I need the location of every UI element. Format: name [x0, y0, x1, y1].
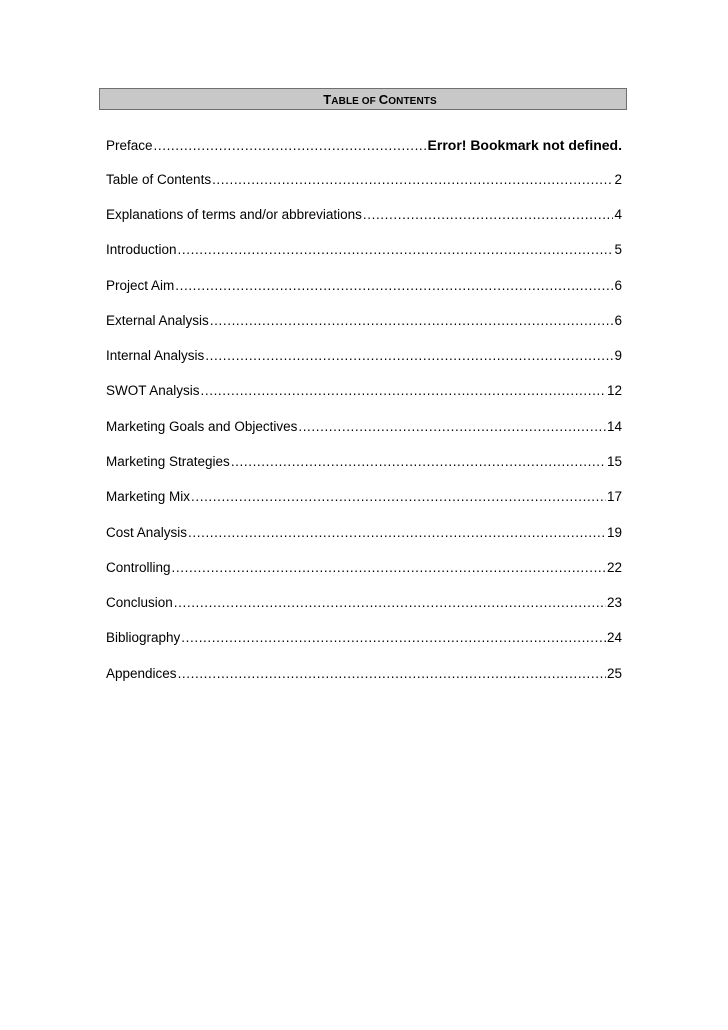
- toc-dot-leader: [191, 487, 606, 507]
- toc-entry-page: 15: [606, 454, 622, 469]
- toc-dot-leader: [298, 417, 606, 437]
- toc-entry-page: 17: [606, 489, 622, 504]
- toc-dot-leader: [231, 452, 606, 472]
- toc-entry-title: Appendices: [106, 666, 177, 681]
- toc-entry-title: Bibliography: [106, 630, 181, 645]
- toc-entry-title: Table of Contents: [106, 172, 212, 187]
- toc-dot-leader: [181, 628, 606, 648]
- toc-entry-bibliography[interactable]: [106, 628, 622, 648]
- toc-entry-page: 4: [614, 207, 622, 222]
- toc-entry-page: 24: [606, 630, 622, 645]
- toc-entry-title: Internal Analysis: [106, 348, 205, 363]
- toc-entry-page: Error! Bookmark not defined.: [427, 137, 622, 153]
- toc-entry-controlling[interactable]: [106, 558, 622, 578]
- toc-entry-internal-analysis[interactable]: [106, 346, 622, 366]
- toc-heading-initial-2: C: [378, 91, 389, 107]
- toc-heading-initial-1: T: [323, 91, 332, 107]
- toc-entry-page: 19: [606, 525, 622, 540]
- toc-entry-title: Project Aim: [106, 278, 175, 293]
- toc-entry-explanations[interactable]: [106, 205, 622, 225]
- toc-dot-leader: [178, 664, 606, 684]
- toc-entry-page: 5: [614, 242, 622, 257]
- toc-dot-leader: [154, 136, 427, 155]
- toc-dot-leader: [178, 240, 614, 260]
- toc-entry-title: Cost Analysis: [106, 525, 188, 540]
- toc-entry-title: Introduction: [106, 242, 177, 257]
- toc-entry-swot-analysis[interactable]: [106, 381, 622, 401]
- toc-entry-title: Preface: [106, 138, 153, 153]
- toc-entry-page: 14: [606, 419, 622, 434]
- toc-entry-title: Conclusion: [106, 595, 173, 610]
- toc-entry-conclusion[interactable]: [106, 593, 622, 613]
- toc-entry-page: 25: [606, 666, 622, 681]
- toc-entry-title: External Analysis: [106, 313, 209, 328]
- toc-entry-title: Marketing Strategies: [106, 454, 230, 469]
- toc-entry-project-aim[interactable]: [106, 276, 622, 296]
- toc-entry-preface[interactable]: [106, 135, 622, 155]
- toc-dot-leader: [363, 205, 614, 225]
- toc-heading-rest-1: ABLE OF: [331, 95, 379, 107]
- toc-dot-leader: [172, 558, 606, 578]
- toc-entry-page: 6: [614, 278, 622, 293]
- toc-entry-title: Explanations of terms and/or abbreviations: [106, 207, 362, 222]
- toc-entry-marketing-mix[interactable]: [106, 487, 622, 507]
- toc-entry-page: 22: [606, 560, 622, 575]
- toc-heading-box: [99, 88, 627, 110]
- toc-entry-page: 2: [614, 172, 622, 187]
- toc-dot-leader: [210, 311, 614, 331]
- toc-entry-marketing-goals[interactable]: [106, 417, 622, 437]
- toc-entry-page: 12: [606, 383, 622, 398]
- toc-entry-external-analysis[interactable]: [106, 311, 622, 331]
- toc-entry-page: 6: [614, 313, 622, 328]
- toc-entry-appendices[interactable]: [106, 664, 622, 684]
- toc-dot-leader: [175, 276, 613, 296]
- toc-dot-leader: [174, 593, 606, 613]
- toc-entry-table-of-contents[interactable]: [106, 170, 622, 190]
- toc-entry-title: SWOT Analysis: [106, 383, 200, 398]
- toc-entry-cost-analysis[interactable]: [106, 523, 622, 543]
- toc-dot-leader: [205, 346, 613, 366]
- toc-entry-page: 9: [614, 348, 622, 363]
- toc-entry-introduction[interactable]: [106, 240, 622, 260]
- toc-entry-page: 23: [606, 595, 622, 610]
- toc-dot-leader: [201, 381, 606, 401]
- toc-entry-title: Marketing Mix: [106, 489, 191, 504]
- toc-dot-leader: [188, 523, 606, 543]
- toc-heading-rest-2: ONTENTS: [388, 95, 437, 107]
- toc-entry-title: Controlling: [106, 560, 171, 575]
- toc-heading: [289, 92, 437, 107]
- toc-dot-leader: [212, 170, 613, 190]
- toc-entry-marketing-strategies[interactable]: [106, 452, 622, 472]
- toc-entry-title: Marketing Goals and Objectives: [106, 419, 298, 434]
